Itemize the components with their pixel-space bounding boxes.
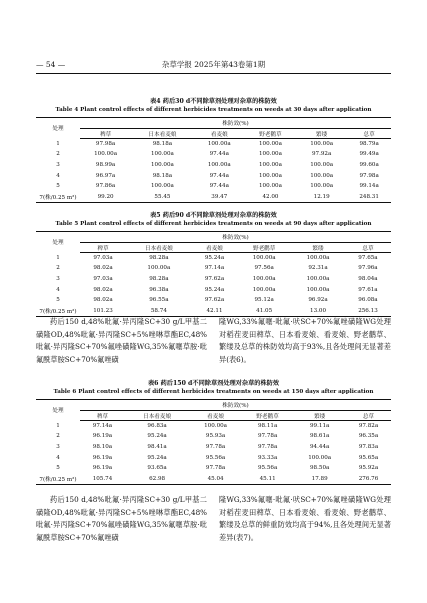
table4-col-header: 看麦娘 (194, 129, 245, 139)
table-row (36, 170, 391, 181)
table-cell: 95.93a (205, 433, 226, 440)
table5-col-header: 稗草 (80, 243, 126, 253)
table-cell: 99.20 (80, 191, 131, 202)
table5-col-header: 野老鹳草 (237, 243, 291, 253)
table-cell: 100.00a (252, 286, 276, 293)
paragraph-1-right: 隆WG,33%氟噻·吡氟·吠SC+70%氟唑磺隆WG处理对稻茬麦田稗草、日本看麦娘、看麦娘、野老鹳草、繁缕及总草的株防效均高于93%,且各处理间无显著差异(表6)。 (219, 317, 391, 364)
running-header (36, 58, 391, 72)
table5-header-group: 株防效(%) (80, 232, 391, 243)
table-cell: 99.14a (359, 183, 379, 190)
table-cell: 97.86a (95, 183, 116, 190)
journal-title: 杂草学报 2025年第43卷第1期 (161, 60, 266, 69)
table-cell: 100.00a (147, 265, 171, 272)
table-cell: 45.11 (242, 473, 293, 484)
table-cell: 96.38a (149, 286, 169, 293)
table-cell: 276.76 (346, 473, 391, 484)
table-cell: 100.00a (207, 161, 231, 168)
table6-caption-en: Table 6 Plant control effects of different herbicides treatments on weeds at 150 days after application (53, 389, 374, 395)
table-cell: 100.00a (207, 141, 231, 148)
row-label: 4 (56, 454, 60, 461)
table-row (36, 274, 391, 285)
table4-header-process: 处理 (36, 118, 80, 139)
table4-col-header: 稗草 (80, 129, 131, 139)
table-cell: 97.14a (92, 423, 113, 430)
table-cell: 98.61a (309, 433, 330, 440)
table-cell: 97.78a (205, 465, 226, 472)
row-label: 2 (56, 151, 60, 158)
table-cell: 55.45 (131, 191, 194, 202)
table5-col-header: 总草 (345, 243, 391, 253)
table-cell: 95.12a (254, 297, 274, 304)
table-cell: 100.00a (259, 161, 282, 168)
table-cell: 100.00a (306, 275, 330, 282)
table-cell: 248.31 (347, 191, 391, 202)
table6 (36, 399, 391, 485)
row-label: 7(株/0.25 m²) (36, 191, 80, 202)
table-cell: 100.00a (259, 141, 282, 148)
table-cell: 95.24a (147, 454, 167, 461)
table-cell: 97.44a (209, 183, 229, 190)
table-cell: 58.74 (126, 305, 192, 316)
table-cell: 92.31a (308, 265, 328, 272)
table-cell: 12.19 (296, 191, 347, 202)
table5-header-process: 处理 (36, 232, 80, 253)
table-cell: 97.61a (358, 286, 378, 293)
table-cell: 97.44a (209, 172, 229, 179)
row-label: 2 (56, 433, 60, 440)
table-cell: 13.00 (291, 305, 345, 316)
table-cell: 97.78a (257, 433, 278, 440)
paragraph-2-right: 隆WG,33%氟噻·吡氟·吠SC+70%氟唑磺隆WG处理对稻茬麦田稗草、日本看麦娘、看麦娘、野老鹳草、繁缕及总草的鲜重防效均高于94%,且各处理间无显著差异(表7)。 (219, 495, 391, 542)
table-cell: 98.99a (95, 161, 116, 168)
row-label: 1 (56, 254, 60, 261)
table-cell: 100.00a (150, 183, 174, 190)
table-cell: 97.62a (204, 275, 225, 282)
table-cell: 95.56a (205, 454, 226, 461)
table-cell: 100.00a (150, 161, 174, 168)
table-cell: 96.97a (95, 172, 116, 179)
table6-col-header: 总草 (346, 411, 391, 421)
table-cell: 97.03a (93, 275, 113, 282)
table4-caption-zh: 表4 药后30 d不同除草剂处理对杂草的株防效 (150, 98, 277, 105)
row-label: 7(株/0.25 m²) (36, 305, 80, 316)
table-cell: 95.92a (358, 465, 379, 472)
table6-col-header: 稗草 (80, 411, 125, 421)
table-cell: 98.18a (152, 141, 173, 148)
table-cell: 96.19a (92, 433, 113, 440)
row-label: 2 (56, 265, 60, 272)
table6-header-process: 处理 (36, 400, 80, 421)
table6-col-header: 繁缕 (293, 411, 346, 421)
table4-header-group: 株防效(%) (80, 118, 391, 129)
table-cell: 97.62a (204, 297, 225, 304)
table-cell: 98.18a (152, 172, 173, 179)
row-label: 3 (56, 161, 60, 168)
table-cell: 98.79a (359, 141, 379, 148)
row-label: 1 (56, 422, 60, 429)
table-cell: 97.82a (358, 423, 379, 430)
table6-col-header: 日本看麦娘 (125, 411, 189, 421)
table5-caption-en: Table 5 Plant control effects of different herbicides treatments on weeds at 90 days after application (55, 221, 372, 227)
table-cell: 98.02a (93, 297, 113, 304)
table-cell: 100.00a (150, 151, 174, 158)
row-label: 4 (56, 286, 60, 293)
table-cell: 100.00a (310, 172, 334, 179)
table4-col-header: 繁缕 (296, 129, 347, 139)
table-row (36, 473, 391, 484)
table4-col-header: 总草 (347, 129, 391, 139)
table-cell: 93.65a (147, 465, 167, 472)
table-cell: 100.00a (306, 255, 330, 262)
table-cell: 62.98 (125, 473, 189, 484)
table-cell: 97.98a (95, 141, 116, 148)
table-cell: 95.56a (257, 465, 278, 472)
table-cell: 98.41a (147, 443, 167, 450)
table-cell: 41.05 (237, 305, 291, 316)
table-cell: 95.24a (147, 433, 167, 440)
table-cell: 100.00a (306, 286, 330, 293)
table-row (36, 431, 391, 442)
table5-col-header: 日本看麦娘 (126, 243, 192, 253)
table-row (36, 305, 391, 316)
paragraph-2-left: 药后150 d,48%吡氟·异丙隆SC+30 g/L甲基二磺隆OD,48%吡氟·异丙隆SC+5%唑啉草酯EC,48%吡氟·异丙隆SC+70%氟唑磺隆WG,35%氟噻草胺·吡氟酰草胺SC+70%氟唑磺 (36, 495, 207, 542)
table-cell: 101.23 (80, 305, 126, 316)
table-cell: 96.92a (308, 297, 328, 304)
table-cell: 96.35a (358, 433, 379, 440)
table-row (36, 295, 391, 306)
table-cell: 97.78a (257, 443, 278, 450)
table-cell: 98.11a (257, 423, 278, 430)
table-cell: 93.33a (257, 454, 278, 461)
table-row (36, 149, 391, 160)
table-cell: 97.65a (358, 255, 378, 262)
row-label: 5 (56, 465, 60, 472)
row-label: 3 (56, 275, 60, 282)
table-cell: 45.04 (189, 473, 242, 484)
table-cell: 96.83a (147, 423, 167, 430)
table4-caption-en: Table 4 Plant control effects of different herbicides treatments on weeds at 30 days after application (55, 107, 372, 113)
table-cell: 95.24a (204, 286, 225, 293)
table-cell: 96.08a (358, 297, 378, 304)
table-cell: 100.00a (204, 423, 228, 430)
table4-col-header: 日本看麦娘 (131, 129, 194, 139)
table-cell: 100.00a (252, 275, 276, 282)
table5-caption-zh: 表5 药后90 d不同除草剂处理对杂草的株防效 (150, 212, 277, 219)
table-cell: 100.00a (94, 151, 118, 158)
table-row (36, 191, 391, 202)
table-cell: 95.24a (204, 255, 225, 262)
table6-caption-zh: 表6 药后150 d不同除草剂处理对杂草的株防效 (147, 380, 280, 387)
table-row (36, 160, 391, 171)
table-cell: 98.02a (93, 265, 113, 272)
table-cell: 100.00a (259, 151, 282, 158)
table-cell: 98.50a (309, 465, 330, 472)
table-cell: 98.28a (149, 255, 169, 262)
table5 (36, 231, 391, 317)
row-label: 7(株/0.25 m²) (36, 473, 80, 484)
table-cell: 97.14a (204, 265, 225, 272)
table-cell: 96.55a (149, 297, 169, 304)
header-rule (36, 73, 391, 74)
table4-col-header: 野老鹳草 (245, 129, 296, 139)
table-cell: 42.00 (245, 191, 296, 202)
table-cell: 97.83a (358, 443, 379, 450)
table-row (36, 463, 391, 474)
table-cell: 97.78a (205, 443, 226, 450)
table-cell: 100.00a (310, 141, 334, 148)
table-row (36, 284, 391, 295)
table-row (36, 452, 391, 463)
table-cell: 98.02a (93, 286, 113, 293)
table-cell: 97.92a (311, 151, 332, 158)
table4 (36, 117, 391, 203)
table6-col-header: 野老鹳草 (242, 411, 293, 421)
table-cell: 97.98a (359, 172, 379, 179)
table-cell: 97.96a (358, 265, 378, 272)
page-number: — 54 — (36, 60, 66, 69)
table-cell: 100.00a (259, 183, 282, 190)
table-cell: 99.11a (309, 423, 330, 430)
table-cell: 97.44a (209, 151, 229, 158)
table-row (36, 421, 391, 432)
table-cell: 98.10a (92, 443, 113, 450)
table-cell: 17.89 (293, 473, 346, 484)
table-cell: 39.47 (194, 191, 245, 202)
table6-col-header: 看麦娘 (189, 411, 242, 421)
table-row (36, 263, 391, 274)
table-cell: 100.00a (310, 161, 334, 168)
table-row (36, 139, 391, 150)
table-cell: 42.11 (192, 305, 237, 316)
row-label: 3 (56, 443, 60, 450)
table-cell: 96.19a (92, 454, 113, 461)
table-cell: 98.28a (149, 275, 169, 282)
row-label: 1 (56, 140, 60, 147)
row-label: 5 (56, 297, 60, 304)
table-row (36, 253, 391, 264)
table-cell: 98.04a (358, 275, 378, 282)
table-cell: 100.00a (259, 172, 282, 179)
row-label: 5 (56, 183, 60, 190)
table-cell: 94.44a (309, 443, 330, 450)
table-cell: 97.03a (93, 255, 113, 262)
table-row (36, 442, 391, 453)
table-cell: 97.56a (254, 265, 274, 272)
table-cell: 100.00a (308, 454, 332, 461)
table5-col-header: 看麦娘 (192, 243, 237, 253)
row-label: 4 (56, 172, 60, 179)
table-cell: 95.65a (358, 454, 379, 461)
table-row (36, 181, 391, 192)
table-cell: 96.19a (92, 465, 113, 472)
table-cell: 100.00a (252, 255, 276, 262)
paragraph-1-left: 药后150 d,48%吡氟·异丙隆SC+30 g/L甲基二磺隆OD,48%吡氟·异丙隆SC+5%唑啉草酯EC,48%吡氟·异丙隆SC+70%氟唑磺隆WG,35%氟噻草胺·吡氟酰草胺SC+70%氟唑磺 (36, 317, 207, 364)
table6-header-group: 株防效(%) (80, 400, 391, 411)
table-cell: 99.60a (359, 161, 379, 168)
table5-col-header: 繁缕 (291, 243, 345, 253)
table-cell: 99.49a (359, 151, 379, 158)
table-cell: 100.00a (310, 183, 334, 190)
table-cell: 256.13 (345, 305, 391, 316)
table-cell: 105.74 (80, 473, 125, 484)
